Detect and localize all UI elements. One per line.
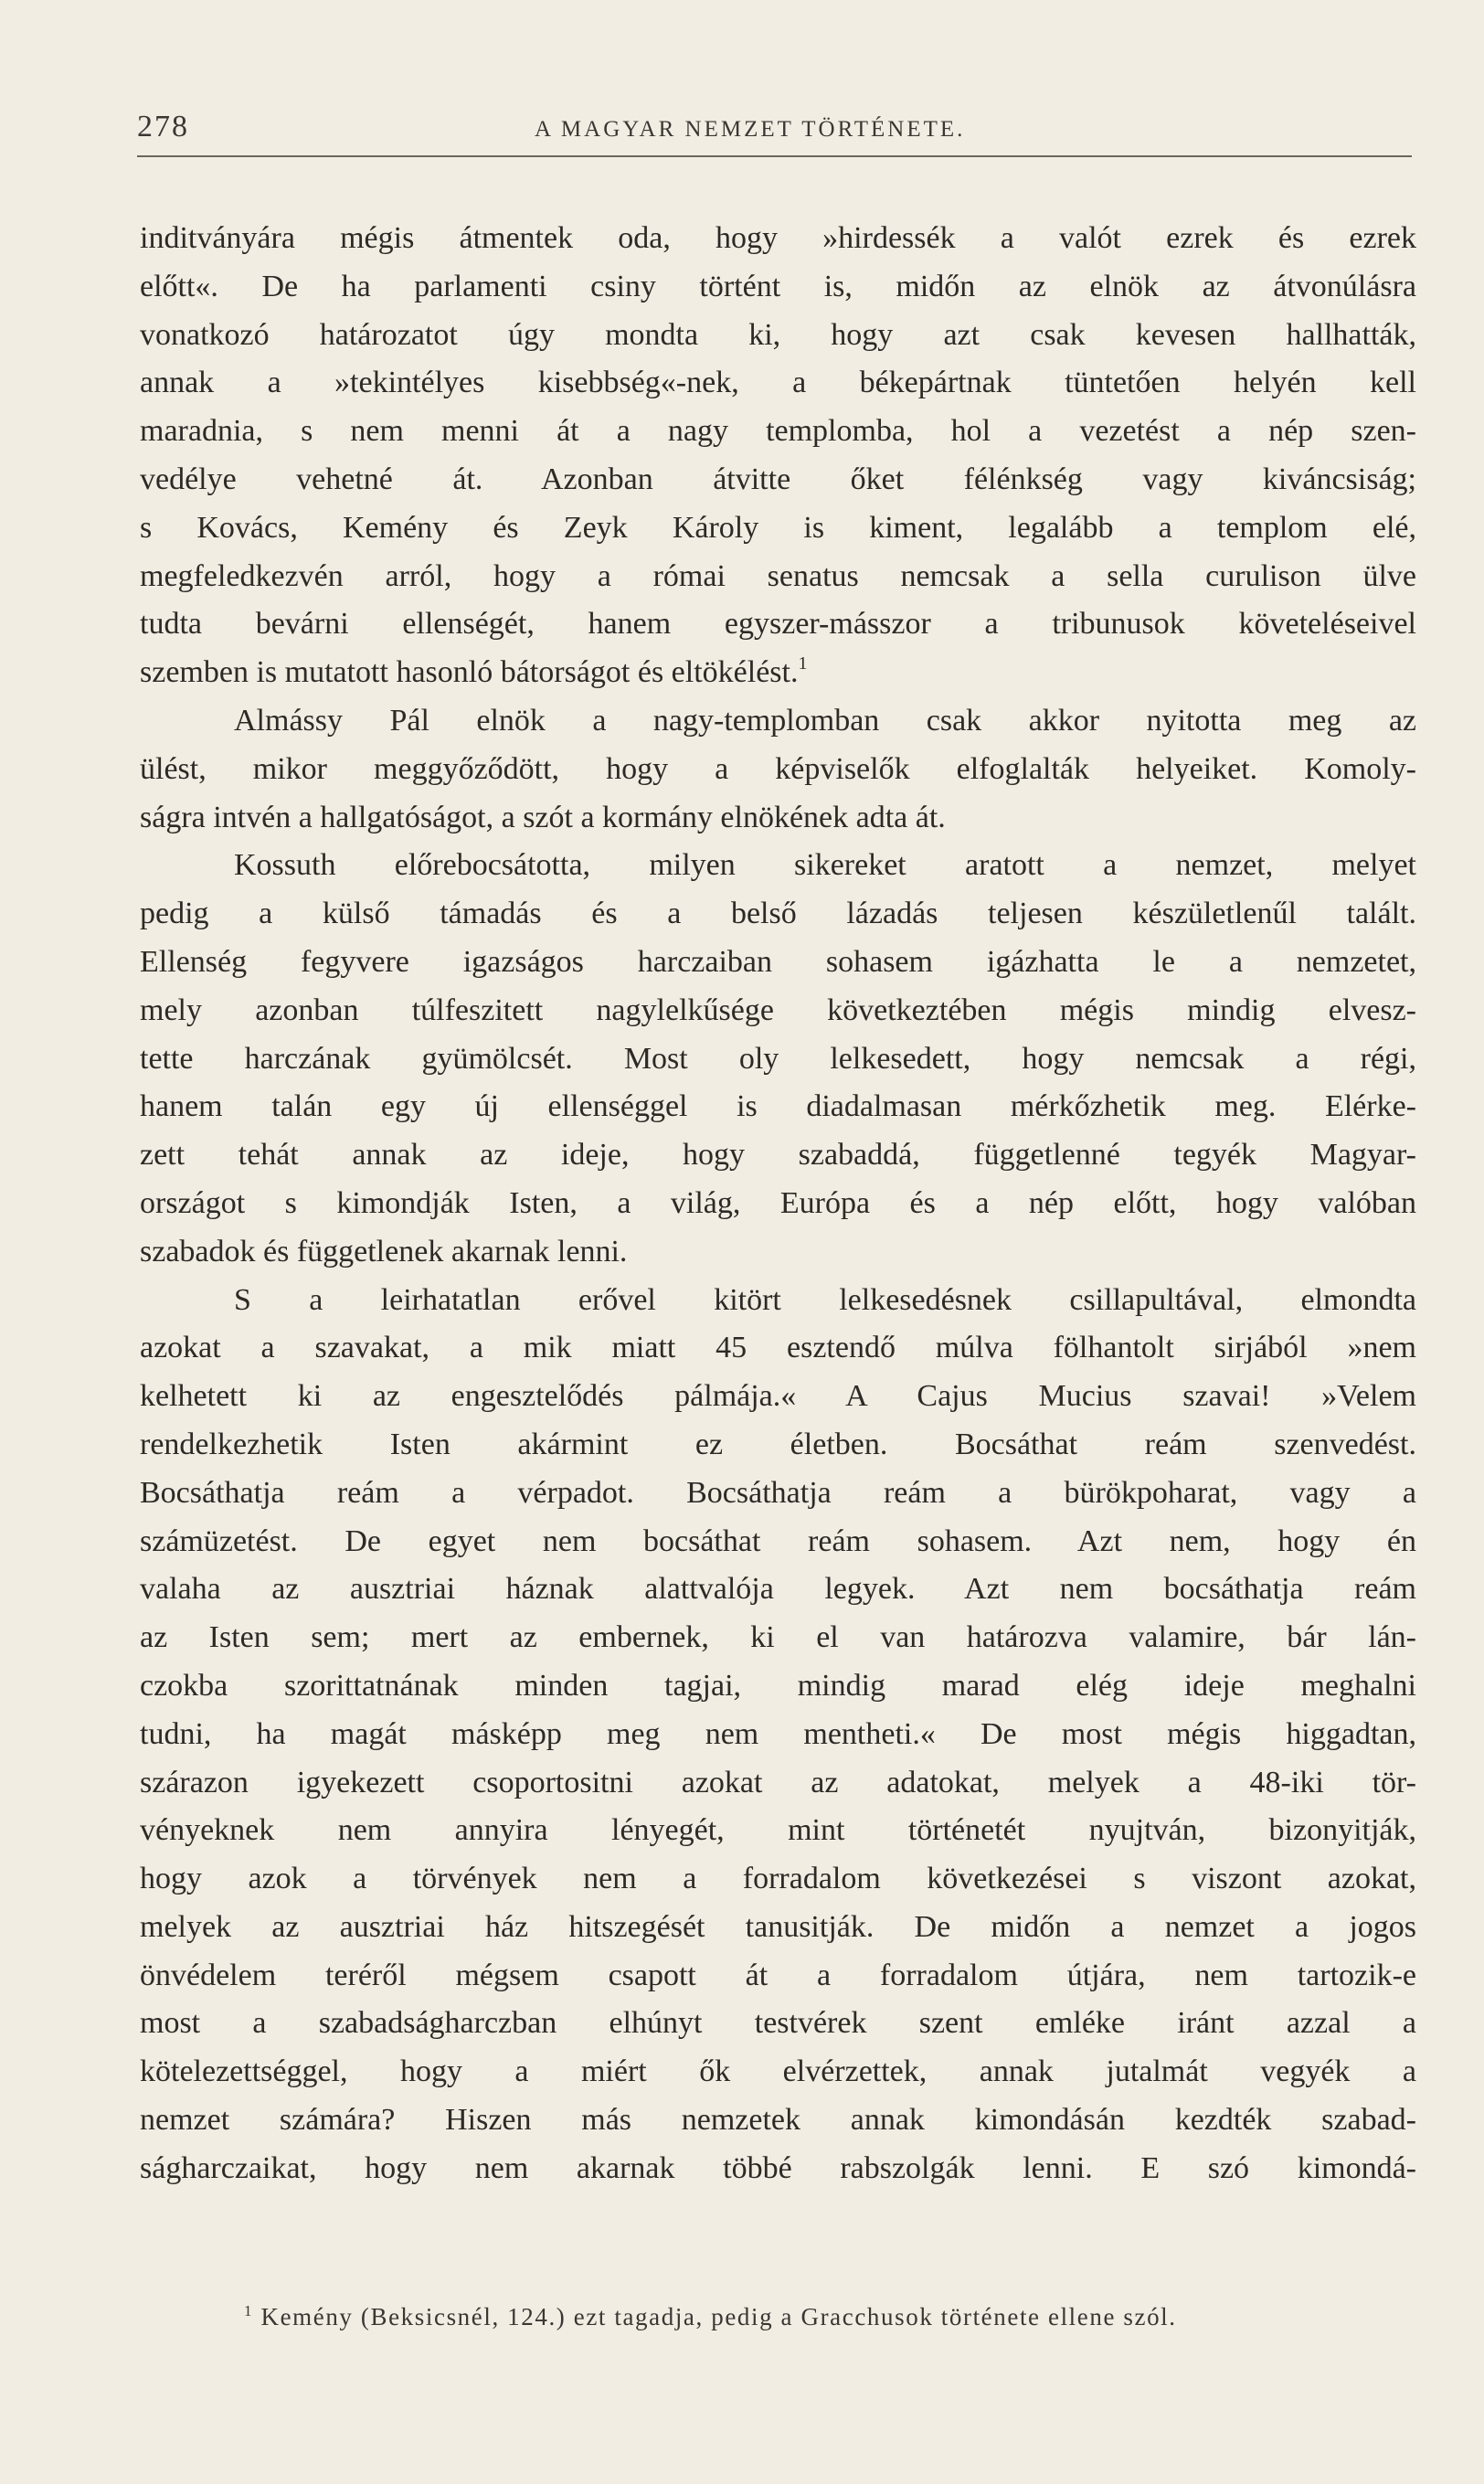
text-line: ülést, mikor meggyőződött, hogy a képviselők elfoglalták helyeiket. Komoly- [140, 751, 1416, 786]
text-line: most a szabadságharczban elhúnyt testvérek szent emléke iránt azzal a [140, 2006, 1416, 2041]
text-line: szabadok és függetlenek akarnak lenni. [140, 1234, 628, 1269]
text-line: azokat a szavakat, a mik miatt 45 esztendő múlva fölhantolt sirjából »nem [140, 1331, 1416, 1365]
text-line: mely azonban túlfeszitett nagylelkűsége következtében mégis mindig elvesz- [140, 993, 1416, 1027]
text-line: hogy azok a törvények nem a forradalom következései s viszont azokat, [140, 1862, 1416, 1896]
text-line: tudta bevárni ellenségét, hanem egyszer-másszor a tribunusok követeléseivel [140, 607, 1416, 642]
text-line: előtt«. De ha parlamenti csiny történt is, midőn az elnök az átvonúlásra [140, 269, 1416, 303]
text-line: kötelezettséggel, hogy a miért ők elvérzettek, annak jutalmát vegyék a [140, 2054, 1416, 2089]
text-line-with-footnote-ref [140, 649, 1416, 697]
text-line: ságra intvén a hallgatóságot, a szót a kormány elnökének adta át. [140, 800, 946, 834]
text-line: melyek az ausztriai ház hitszegését tanusitják. De midőn a nemzet a jogos [140, 1909, 1416, 1944]
text-line: vényeknek nem annyira lényegét, mint történetét nyujtván, bizonyitják, [140, 1813, 1416, 1848]
footnote-text: Kemény (Beksicsnél, 124.) ezt tagadja, pedig a Gracchusok története ellene szól. [260, 2303, 1177, 2330]
text-line: hanem talán egy új ellenséggel is diadalmasan mérkőzhetik meg. Elérke- [140, 1089, 1416, 1124]
text-line: annak a »tekintélyes kisebbség«-nek, a békepártnak tüntetően helyén kell [140, 366, 1416, 400]
text-line: valaha az ausztriai háznak alattvalója legyek. Azt nem bocsáthatja reám [140, 1572, 1416, 1607]
text-line: megfeledkezvén arról, hogy a római senatus nemcsak a sella curulison ülve [140, 558, 1416, 593]
paragraph-first-line: Kossuth előrebocsátotta, milyen sikereket aratott a nemzet, melyet [234, 848, 1416, 883]
text-line: országot s kimondják Isten, a világ, Európa és a nép előtt, hogy valóban [140, 1185, 1416, 1220]
footnote-marker: 1 [244, 2302, 254, 2319]
text-line: az Isten sem; mert az embernek, ki el van határozva valamire, bár lán- [140, 1620, 1416, 1655]
text-line: tudni, ha magát másképp meg nem mentheti.« De most mégis higgadtan, [140, 1716, 1416, 1751]
text-line: pedig a külső támadás és a belső lázadás teljesen készületlenűl talált. [140, 897, 1416, 931]
text-line: nemzet számára? Hiszen más nemzetek annak kimondásán kezdték szabad- [140, 2103, 1416, 2138]
paragraph-first-line: S a leirhatatlan erővel kitört lelkesedésnek csillapultával, elmondta [234, 1282, 1416, 1317]
text-line: kelhetett ki az engesztelődés pálmája.« A Cajus Mucius szavai! »Velem [140, 1379, 1416, 1414]
text-line: maradnia, s nem menni át a nagy templomba, hol a vezetést a nép szen- [140, 414, 1416, 449]
text-line: ságharczaikat, hogy nem akarnak többé rabszolgák lenni. E szó kimondá- [140, 2150, 1416, 2185]
text-line: számüzetést. De egyet nem bocsáthat reám sohasem. Azt nem, hogy én [140, 1523, 1416, 1558]
text-line: önvédelem teréről mégsem csapott át a forradalom útjára, nem tartozik-e [140, 1958, 1416, 1992]
text-line: vonatkozó határozatot úgy mondta ki, hogy azt csak kevesen hallhatták, [140, 317, 1416, 352]
text-line: rendelkezhetik Isten akármint ez életben. Bocsáthat reám szenvedést. [140, 1427, 1416, 1461]
text-line: inditványára mégis átmentek oda, hogy »hirdessék a valót ezrek és ezrek [140, 221, 1416, 255]
text-line: czokba szorittatnának minden tagjai, mindig marad elég ideje meghalni [140, 1668, 1416, 1703]
text-line-content: szemben is mutatott hasonló bátorságot és eltökélést. [140, 655, 799, 690]
running-head [137, 110, 1412, 146]
text-line: szárazon igyekezett csoportositni azokat az adatokat, melyek a 48-iki tör- [140, 1765, 1416, 1799]
text-line: tette harczának gyümölcsét. Most oly lelkesedett, hogy nemcsak a régi, [140, 1041, 1416, 1076]
text-line: vedélye vehetné át. Azonban átvitte őket félénkség vagy kiváncsiság; [140, 462, 1416, 496]
running-title: A MAGYAR NEMZET TÖRTÉNETE. [535, 117, 966, 142]
body-text [140, 215, 1416, 2193]
paragraph-first-line: Almássy Pál elnök a nagy-templomban csak akkor nyitotta meg az [234, 703, 1416, 738]
text-line: Bocsáthatja reám a vérpadot. Bocsáthatja reám a bürökpoharat, vagy a [140, 1475, 1416, 1510]
text-line: s Kovács, Kemény és Zeyk Károly is kiment, legalább a templom elé, [140, 510, 1416, 545]
text-line: zett tehát annak az ideje, hogy szabaddá, függetlenné tegyék Magyar- [140, 1138, 1416, 1173]
text-line: Ellenség fegyvere igazságos harczaiban sohasem igázhatta le a nemzetet, [140, 944, 1416, 979]
header-rule [137, 155, 1412, 157]
footnote-reference: 1 [798, 653, 808, 674]
footnote [244, 2303, 1415, 2331]
page-number: 278 [137, 110, 189, 143]
